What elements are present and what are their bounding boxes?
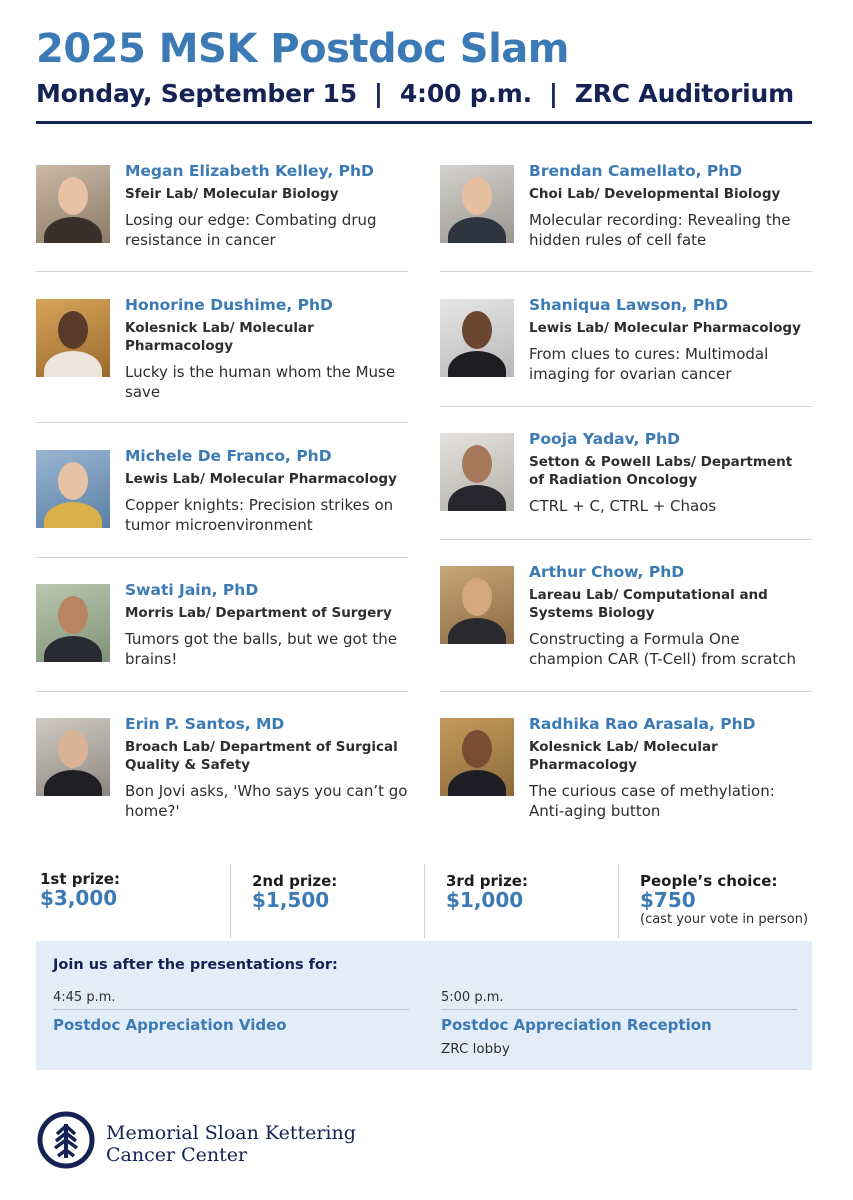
prize-note: (cast your vote in person) [640,912,809,927]
divider [424,864,425,938]
prize-third [446,872,528,940]
divider [440,539,812,540]
event-title: Postdoc Appreciation Video [53,1016,287,1034]
speaker-card [36,581,408,718]
event-title: Postdoc Appreciation Reception [441,1016,712,1034]
speaker-talk-title: Tumors got the balls, but we got the brains! [125,630,397,668]
speaker-card [440,296,812,433]
prize-label: 2nd prize: [252,872,338,890]
after-events-panel [36,941,812,1070]
prize-label: 3rd prize: [446,872,528,890]
speaker-name: Pooja Yadav, PhD [529,430,681,448]
page-title: 2025 MSK Postdoc Slam [36,26,569,72]
divider [440,406,812,407]
event-time: 4:45 p.m. [53,990,116,1005]
speaker-card [440,715,812,852]
speaker-card [36,715,408,852]
speaker-lab: Kolesnick Lab/ Molecular Pharmacology [529,739,718,773]
divider [230,864,231,938]
divider [440,271,812,272]
org-name [106,1122,356,1166]
msk-logo-icon [36,1110,96,1170]
speaker-talk-title: CTRL + C, CTRL + Chaos [529,497,717,515]
speaker-name: Swati Jain, PhD [125,581,259,599]
speaker-talk-title: Copper knights: Precision strikes on tumor microenvironment [125,496,394,534]
speaker-talk-title: Constructing a Formula One champion CAR (T-Cell) from scratch [529,630,797,668]
divider [53,1009,409,1010]
speaker-photo [36,165,110,243]
speaker-card [440,563,812,700]
prize-label: People’s choice: [640,872,778,890]
speaker-name: Megan Elizabeth Kelley, PhD [125,162,374,180]
speaker-talk-title: Lucky is the human whom the Muse save [125,363,396,401]
prize-first [40,870,120,938]
speaker-talk-title: Losing our edge: Combating drug resistance in cancer [125,211,377,249]
speaker-lab: Setton & Powell Labs/ Department of Radiation Oncology [529,454,793,488]
divider [36,691,408,692]
after-events-heading: Join us after the presentations for: [53,957,338,973]
speaker-name: Brendan Camellato, PhD [529,162,743,180]
prize-second [252,872,337,940]
speaker-card [36,447,408,584]
speaker-name: Erin P. Santos, MD [125,715,285,733]
speaker-lab: Lareau Lab/ Computational and Systems Biology [529,587,768,621]
header-divider [36,121,812,124]
divider [36,422,408,423]
speaker-talk-title: The curious case of methylation: Anti-aging button [529,782,775,820]
prize-amount: $3,000 [40,886,118,910]
divider [618,864,619,938]
speaker-talk-title: Molecular recording: Revealing the hidden rules of cell fate [529,211,791,249]
divider [36,271,408,272]
speaker-photo [440,566,514,644]
speaker-name: Arthur Chow, PhD [529,563,685,581]
event-time: 5:00 p.m. [441,990,504,1005]
event-subtitle: Monday, September 15 | 4:00 p.m. | ZRC Auditorium [36,79,794,108]
org-name-line2: Cancer Center [106,1144,248,1166]
speaker-name: Radhika Rao Arasala, PhD [529,715,756,733]
speaker-lab: Broach Lab/ Department of Surgical Quality & Safety [125,739,398,773]
speaker-lab: Choi Lab/ Developmental Biology [529,186,781,202]
speaker-name: Michele De Franco, PhD [125,447,332,465]
speaker-photo [440,718,514,796]
speaker-talk-title: Bon Jovi asks, 'Who says you can’t go home?' [125,782,408,820]
speaker-lab: Sfeir Lab/ Molecular Biology [125,186,339,202]
speaker-talk-title: From clues to cures: Multimodal imaging for ovarian cancer [529,345,769,383]
speaker-card [440,162,812,299]
speaker-name: Honorine Dushime, PhD [125,296,333,314]
divider [440,691,812,692]
speaker-card [36,296,408,433]
speaker-photo [36,584,110,662]
speaker-photo [440,165,514,243]
speaker-card [440,430,812,567]
org-name-line1: Memorial Sloan Kettering [106,1122,356,1144]
speaker-photo [36,299,110,377]
speaker-card [36,162,408,299]
speaker-photo [36,718,110,796]
prize-amount: $750 [640,888,696,912]
speaker-photo [440,299,514,377]
divider [36,557,408,558]
prize-amount: $1,000 [446,888,524,912]
speaker-photo [440,433,514,511]
speaker-name: Shaniqua Lawson, PhD [529,296,729,314]
speaker-lab: Kolesnick Lab/ Molecular Pharmacology [125,320,314,354]
speaker-lab: Morris Lab/ Department of Surgery [125,605,392,621]
prize-amount: $1,500 [252,888,330,912]
speaker-photo [36,450,110,528]
prize-label: 1st prize: [40,870,120,888]
prize-peoples-choice [640,872,808,940]
divider [441,1009,797,1010]
event-location: ZRC lobby [441,1041,510,1057]
speaker-lab: Lewis Lab/ Molecular Pharmacology [529,320,801,336]
speaker-lab: Lewis Lab/ Molecular Pharmacology [125,471,397,487]
